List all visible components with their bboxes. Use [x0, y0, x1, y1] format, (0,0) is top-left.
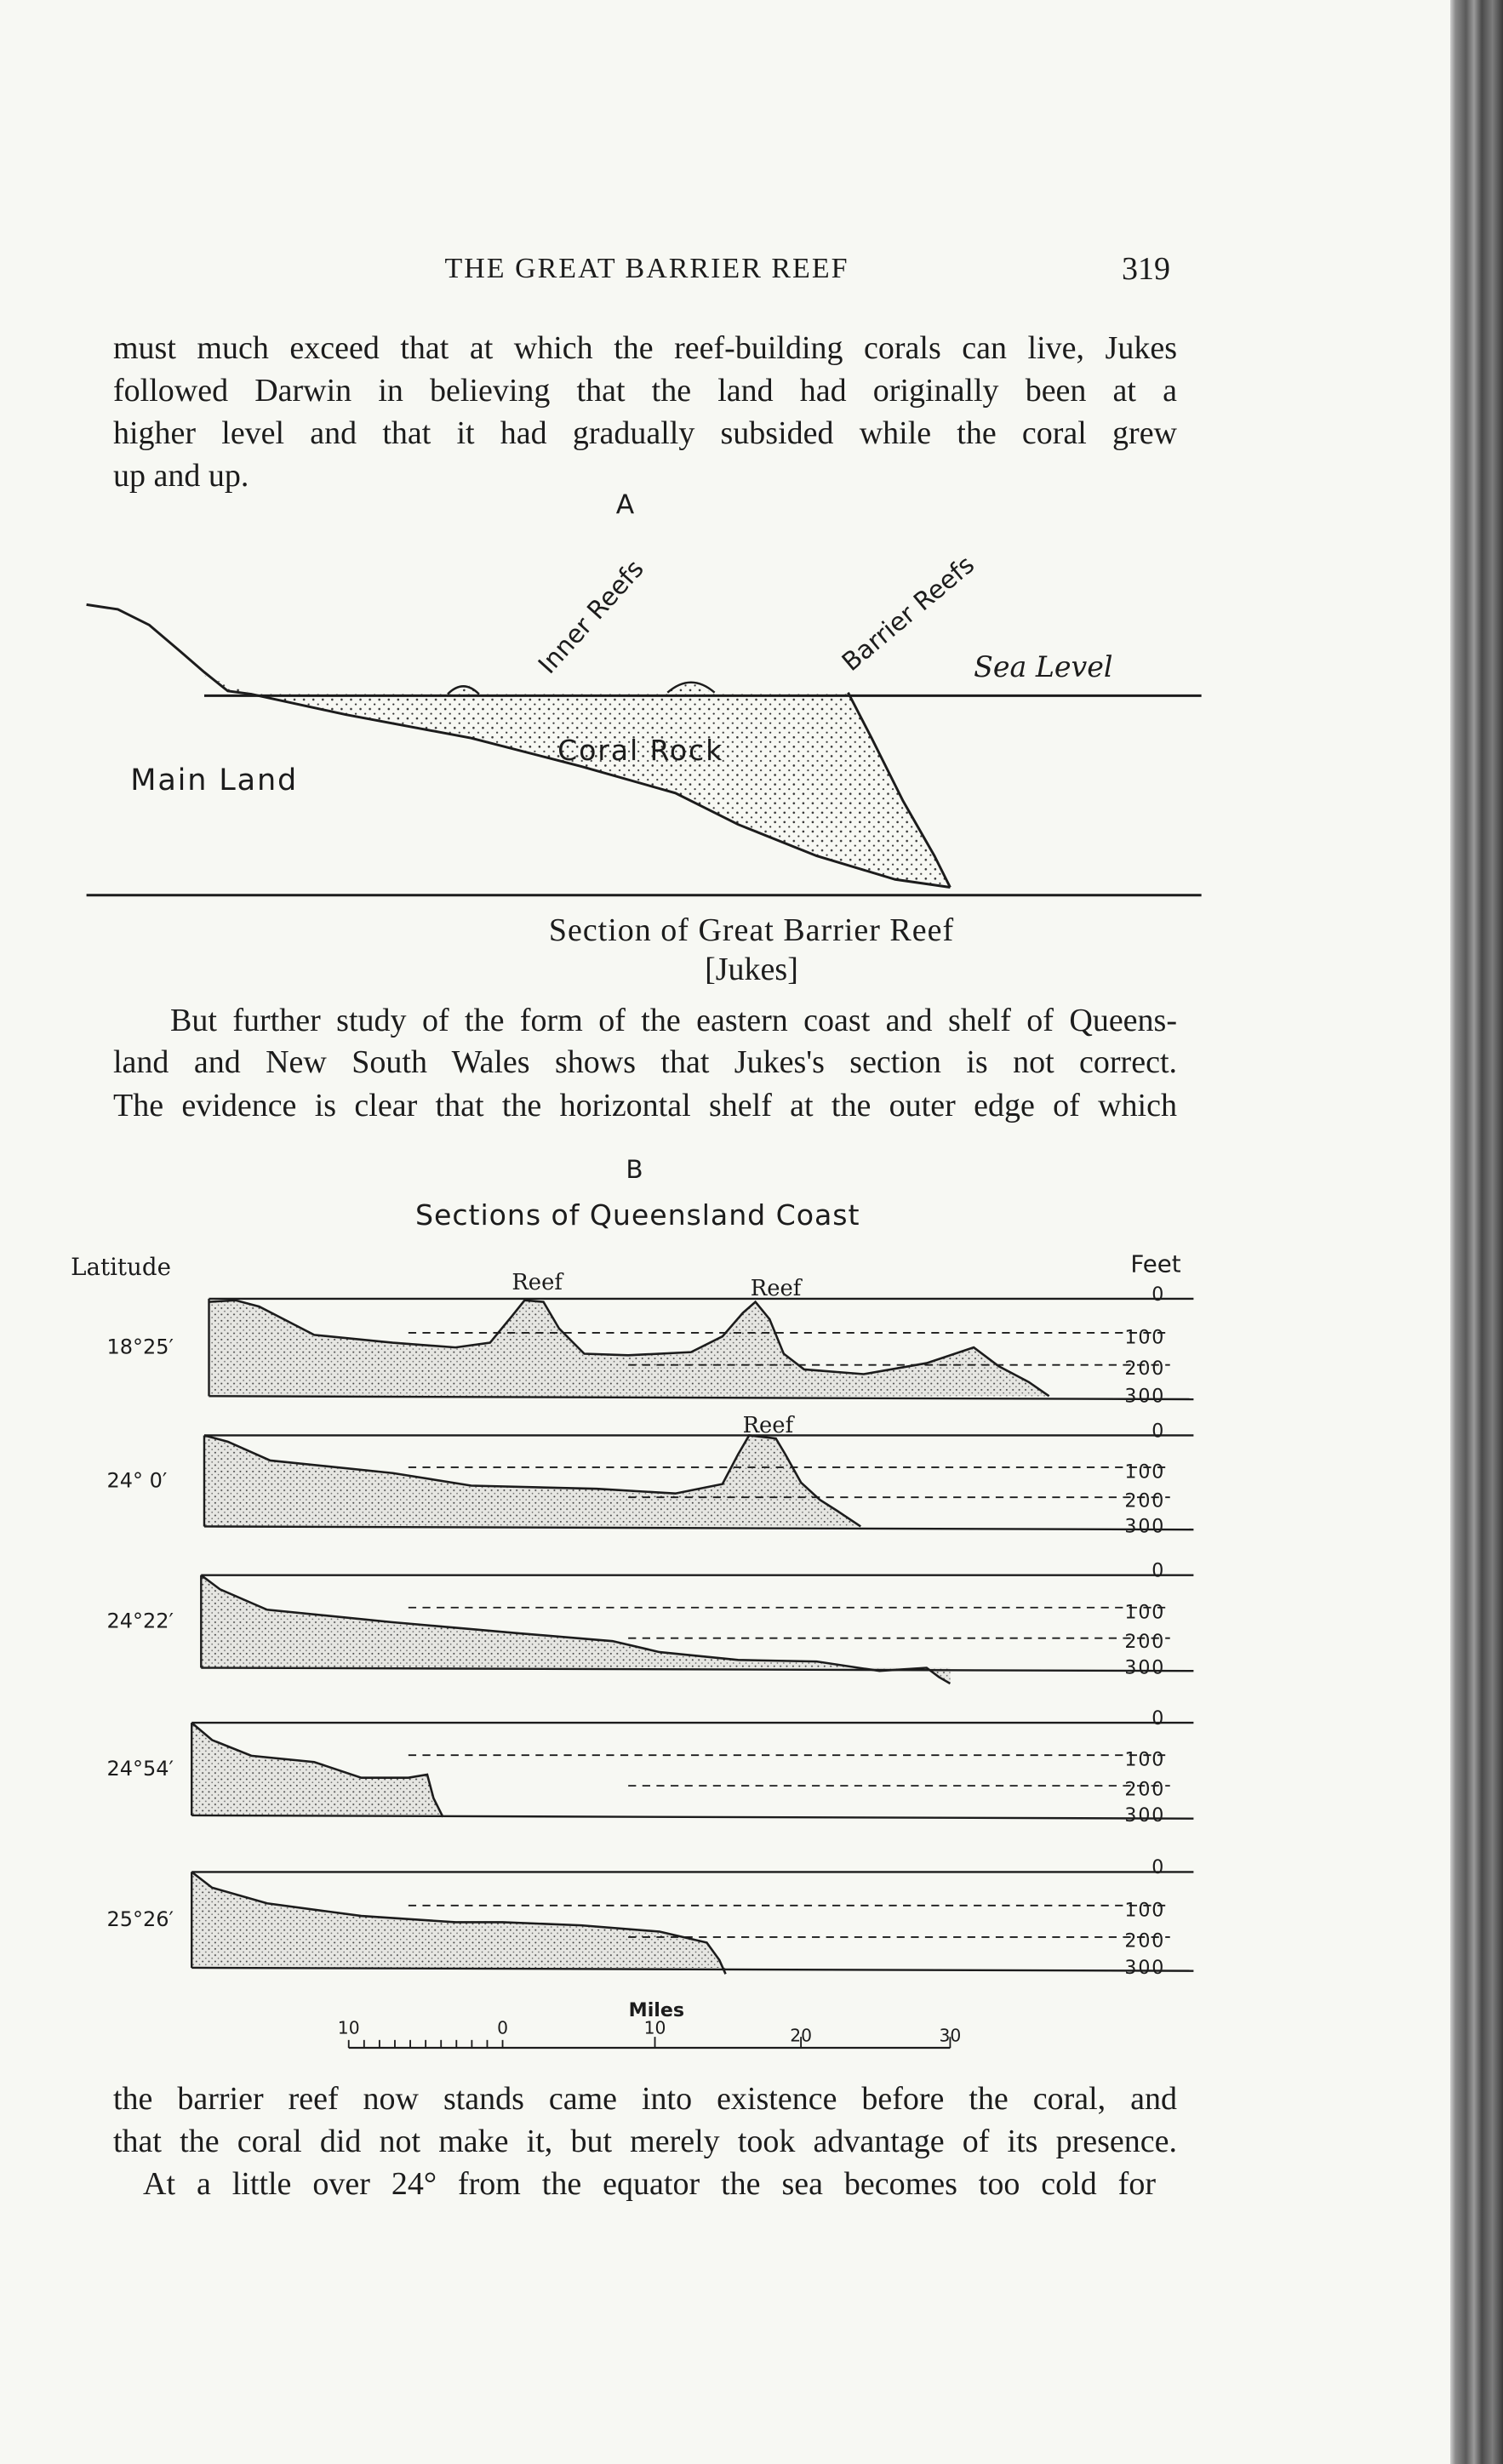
depth-tick-label: 200 [1124, 1631, 1166, 1654]
base-line [191, 1815, 1193, 1819]
figure-a-letter: A [615, 489, 635, 521]
figure-a-caption: Section of Great Barrier Reef [548, 912, 955, 948]
reef-label: Reef [742, 1412, 794, 1438]
text-line: that the coral did not make it, but merely took advantage of its presence. [113, 2124, 1177, 2159]
miles-label: Miles [628, 1999, 685, 2022]
main-land-label: Main Land [130, 763, 299, 798]
reef-label: Reef [511, 1269, 563, 1295]
depth-tick-label: 200 [1124, 1489, 1166, 1512]
depth-tick-label: 0 [1152, 1559, 1166, 1582]
sea-floor-fill [204, 1435, 860, 1526]
sea-level-label: Sea Level [974, 650, 1113, 684]
scale-tick-label: 20 [790, 2025, 813, 2046]
feet-label: Feet [1130, 1249, 1181, 1278]
depth-tick-label: 0 [1152, 1420, 1166, 1443]
inner-reefs-label: Inner Reefs [532, 554, 649, 680]
coast-section [107, 1856, 1194, 1979]
latitude-value: 24° 0′ [106, 1468, 168, 1493]
figure-a-source: [Jukes] [705, 952, 798, 987]
latitude-value: 24°54′ [106, 1756, 174, 1781]
text-line: The evidence is clear that the horizontal shelf at the outer edge of which [113, 1088, 1177, 1123]
coast-section [107, 1707, 1194, 1827]
depth-tick-label: 100 [1124, 1899, 1166, 1922]
coral-rock-label: Coral Rock [557, 734, 724, 768]
depth-tick-label: 0 [1152, 1856, 1166, 1879]
depth-tick-label: 300 [1124, 1385, 1166, 1408]
scale-tick-label: 10 [643, 2017, 666, 2038]
text-line: But further study of the form of the eastern coast and shelf of Queens- [170, 1003, 1177, 1038]
reef-label: Reef [750, 1276, 802, 1302]
barrier-reefs-label: Barrier Reefs [836, 550, 980, 677]
text-line: land and New South Wales shows that Jukes's section is not correct. [113, 1044, 1177, 1080]
depth-tick-label: 200 [1124, 1929, 1166, 1952]
text-line: the barrier reef now stands came into existence before the coral, and [113, 2081, 1177, 2117]
text-line: must much exceed that at which the reef-building corals can live, Jukes [113, 330, 1177, 366]
figure-b-letter: B [626, 1154, 643, 1184]
scale-tick-label: 0 [497, 2017, 509, 2038]
scale-tick-label: 10 [337, 2017, 360, 2038]
depth-tick-label: 0 [1152, 1707, 1166, 1729]
depth-tick-label: 300 [1124, 1515, 1166, 1538]
coast-section [107, 1270, 1194, 1407]
coast-section [107, 1413, 1194, 1538]
depth-tick-label: 300 [1124, 1956, 1166, 1979]
base-line [191, 1968, 1193, 1971]
latitude-value: 18°25′ [106, 1335, 174, 1359]
figure-b-title: Sections of Queensland Coast [415, 1198, 860, 1232]
sea-floor-fill [191, 1723, 443, 1817]
latitude-label: Latitude [71, 1253, 171, 1282]
text-line: followed Darwin in believing that the land had originally been at a [113, 373, 1177, 409]
figure-a-section-diagram [87, 489, 1202, 895]
depth-tick-label: 100 [1124, 1326, 1166, 1349]
depth-tick-label: 100 [1124, 1461, 1166, 1484]
depth-tick-label: 300 [1124, 1656, 1166, 1679]
text-line: At a little over 24° from the equator the sea becomes too cold for [143, 2166, 1156, 2202]
depth-tick-label: 100 [1124, 1601, 1166, 1624]
miles-scale [338, 1999, 961, 2048]
depth-tick-label: 200 [1124, 1358, 1166, 1381]
base-line [209, 1396, 1194, 1399]
depth-tick-label: 0 [1152, 1283, 1166, 1306]
page-number: 319 [1122, 251, 1170, 287]
text-line: up and up. [113, 458, 249, 494]
base-line [204, 1526, 1193, 1529]
latitude-value: 24°22′ [106, 1609, 174, 1633]
running-title: THE GREAT BARRIER REEF [444, 253, 849, 284]
depth-tick-label: 200 [1124, 1778, 1166, 1801]
scale-tick-label: 30 [939, 2025, 962, 2046]
latitude-value: 25°26′ [106, 1907, 174, 1932]
sea-floor-fill [209, 1301, 1049, 1397]
text-line: higher level and that it had gradually subsided while the coral grew [113, 415, 1177, 451]
depth-tick-label: 100 [1124, 1748, 1166, 1771]
depth-tick-label: 300 [1124, 1804, 1166, 1827]
figure-b-sections-diagram [71, 1155, 1193, 2048]
base-line [201, 1668, 1193, 1672]
coast-section [107, 1560, 1194, 1684]
